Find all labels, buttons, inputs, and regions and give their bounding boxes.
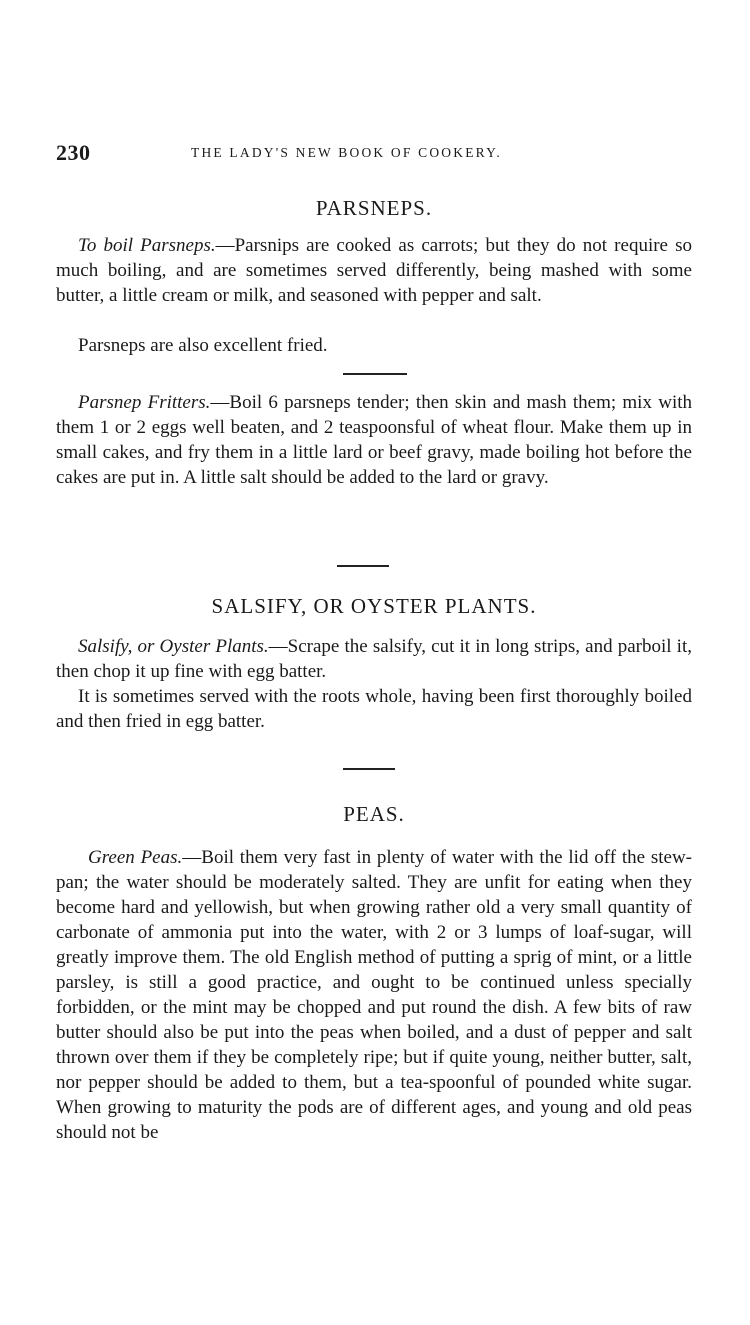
paragraph-salsify — [56, 634, 692, 684]
paragraph-to-boil-parsneps — [56, 233, 692, 308]
section-heading-peas: PEAS. — [343, 802, 405, 826]
recipe-title: Salsify, or Oyster Plants. — [78, 636, 269, 657]
paragraph-text: Parsneps are also excellent fried. — [78, 335, 328, 356]
recipe-text: —Scrape the salsify, cut it in long strips, and parboil it, then chop it up fine with egg batter. — [56, 636, 692, 682]
recipe-text: —Parsnips are cooked as carrots; but they do not require so much boiling, and are sometimes served differently, being mashed with some butter, a little cream or milk, and seasoned with pepper and salt. — [56, 235, 692, 306]
section-rule — [343, 373, 407, 375]
recipe-title: Green Peas. — [88, 847, 183, 868]
recipe-title: To boil Parsneps. — [78, 235, 216, 256]
page-number: 230 — [56, 140, 91, 165]
paragraph-parsneps-fried — [56, 333, 692, 358]
paragraph-parsnep-fritters — [56, 390, 692, 490]
recipe-text: —Boil them very fast in plenty of water with the lid off the stew-pan; the water should be moderately salted. They are unfit for eating when they become hard and yellowish, but when growing rather old a very small quantity of carbonate of ammonia put into the water, with 2 or 3 lumps of loaf-sugar, will greatly improve them. The old English method of putting a sprig of mint, or a little parsley, is still a good practice, and ought to be continued unless specially forbidden, or the mint may be chopped and put round the dish. A few bits of raw butter should also be put into the peas when boiled, and a dust of pepper and salt thrown over them if they be completely ripe; but if quite young, neither butter, salt, nor pepper should be added to them, but a tea-spoonful of pounded white sugar. When growing to maturity the pods are of different ages, and young and old peas should not be — [56, 847, 692, 1143]
recipe-title: Parsnep Fritters. — [78, 392, 211, 413]
section-rule — [337, 565, 389, 567]
running-title: THE LADY'S NEW BOOK OF COOKERY. — [191, 145, 502, 160]
section-heading-parsneps: PARSNEPS. — [315, 196, 433, 220]
section-rule — [343, 768, 395, 770]
paragraph-salsify-roots — [56, 684, 692, 734]
paragraph-green-peas — [56, 845, 692, 1145]
paragraph-text: It is sometimes served with the roots whole, having been first thoroughly boiled and then fried in egg batter. — [56, 686, 692, 732]
section-heading-salsify: SALSIFY, OR OYSTER PLANTS. — [211, 594, 537, 618]
running-head — [56, 140, 698, 170]
recipe-text: —Boil 6 parsneps tender; then skin and mash them; mix with them 1 or 2 eggs well beaten, and 2 teaspoonsful of wheat flour. Make them up in small cakes, and fry them in a little lard or beef gravy, made boiling hot before the cakes are put in. A little salt should be added to the lard or gravy. — [56, 392, 692, 488]
